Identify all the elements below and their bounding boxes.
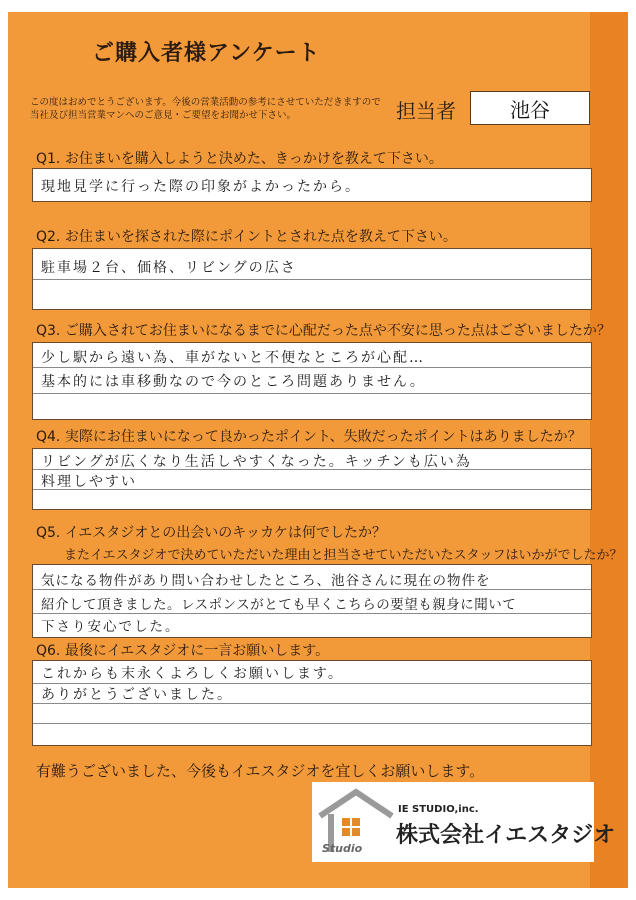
answer-3-line-1: 少し駅から遠い為、車がないと不便なところが心配… bbox=[41, 350, 425, 366]
intro-text bbox=[30, 96, 380, 122]
ruled-line bbox=[33, 279, 591, 280]
intro-line: この度はおめでとうございます。今後の営業活動の参考にさせていただきますので bbox=[30, 97, 381, 108]
logo-english-name: IE STUDIO,inc. bbox=[398, 804, 479, 815]
page-title: ご購入者様アンケート bbox=[92, 41, 321, 66]
question-5-label: Q5. イエスタジオとの出会いのキッカケは何でしたか？ bbox=[36, 525, 386, 541]
ruled-line bbox=[33, 393, 591, 394]
answer-6-line-2: ありがとうございました。 bbox=[41, 687, 233, 703]
question-6-label: Q6. 最後にイエスタジオに一言お願いします。 bbox=[36, 643, 330, 659]
answer-6-line-1: これからも末永くよろしくお願いします。 bbox=[41, 666, 344, 682]
ruled-line bbox=[33, 723, 591, 724]
answer-5-line-2: 紹介して頂きました。レスポンスがとても早くこちらの要望も親身に聞いて bbox=[41, 597, 517, 613]
staff-name-field: 池谷 bbox=[470, 91, 590, 125]
answer-4-box bbox=[32, 448, 592, 510]
answer-1-line-1: 現地見学に行った際の印象がよかったから。 bbox=[41, 179, 361, 195]
sheet-edge-stripe bbox=[590, 12, 628, 888]
question-1-label: Q1. お住まいを購入しようと決めた、きっかけを教えて下さい。 bbox=[36, 151, 443, 167]
answer-4-line-1: リビングが広くなり生活しやすくなった。キッチンも広い為 bbox=[41, 454, 472, 470]
answer-3-box bbox=[32, 342, 592, 420]
staff-label: 担当者 bbox=[396, 99, 456, 123]
question-3-label: Q3. ご購入されてお住まいになるまでに心配だった点や不安に思った点はございましたか？ bbox=[36, 323, 611, 339]
question-5-sublabel: またイエスタジオで決めていただいた理由と担当させていただいたスタッフはいかがでしたか？ bbox=[64, 548, 623, 563]
answer-5-line-1: 気になる物件があり問い合わせしたところ、池谷さんに現在の物件を bbox=[41, 573, 491, 589]
answer-2-box bbox=[32, 248, 592, 310]
logo-japanese-name: 株式会社イエスタジオ bbox=[396, 823, 616, 848]
answer-6-box bbox=[32, 660, 592, 746]
ruled-line bbox=[33, 589, 591, 590]
ruled-line bbox=[33, 613, 591, 614]
question-2-label: Q2. お住まいを探された際にポイントとされた点を教えて下さい。 bbox=[36, 229, 457, 245]
answer-5-box bbox=[32, 564, 592, 638]
answer-1-box bbox=[32, 168, 592, 202]
answer-2-line-1: 駐車場２台、価格、リビングの広さ bbox=[41, 260, 297, 276]
answer-3-line-2: 基本的には車移動なので今のところ問題ありません。 bbox=[41, 374, 426, 390]
intro-line: 当社及び担当営業マンへのご意見・ご要望をお聞かせ下さい。 bbox=[30, 110, 297, 121]
ruled-line bbox=[33, 367, 591, 368]
answer-4-line-2: 料理しやすい bbox=[41, 474, 137, 490]
logo-studio-text: Studio bbox=[322, 842, 363, 855]
answer-5-line-3: 下さり安心でした。 bbox=[41, 619, 181, 635]
closing-message: 有難うございました、今後もイエスタジオを宜しくお願いします。 bbox=[36, 762, 485, 780]
question-4-label: Q4. 実際にお住まいになって良かったポイント、失敗だったポイントはありましたか？ bbox=[36, 429, 582, 445]
company-logo bbox=[312, 782, 616, 862]
